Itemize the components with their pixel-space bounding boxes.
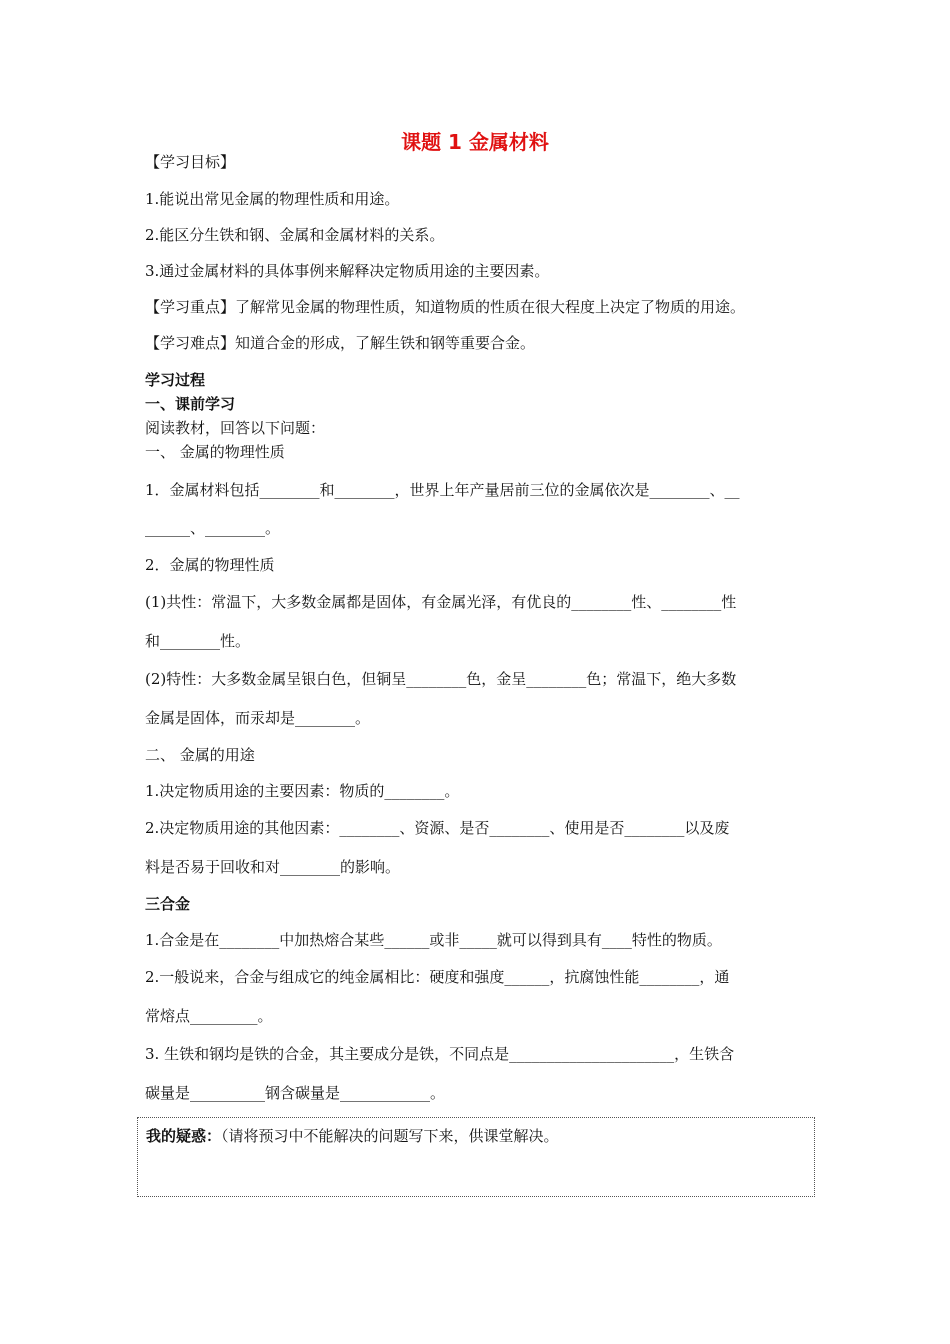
use-factor-2-line1: 2.决定物质用途的其他因素：________、资源、是否________、使用是否________以及废	[145, 819, 730, 837]
doubts-label: 我的疑惑：	[146, 1127, 222, 1145]
special-property-line1: (2)特性：大多数金属呈银白色，但铜呈________色，金呈________色；常温下，绝大多数	[145, 670, 737, 688]
alloy-question-1: 1.合金是在________中加热熔合某些______或非_____就可以得到具有____特性的物质。	[145, 931, 722, 949]
alloy-question-2-line2: 常熔点_________。	[145, 1007, 273, 1025]
alloy-question-2-line1: 2.一般说来，合金与组成它的纯金属相比：硬度和强度______，抗腐蚀性能________，通	[145, 968, 730, 986]
pre-study-heading: 一、课前学习	[145, 395, 236, 413]
use-factor-1: 1.决定物质用途的主要因素：物质的________。	[145, 782, 460, 800]
difficult-point: 【学习难点】知道合金的形成，了解生铁和钢等重要合金。	[145, 334, 536, 352]
objectives-label: 【学习目标】	[145, 153, 236, 171]
objective-3: 3.通过金属材料的具体事例来解释决定物质用途的主要因素。	[145, 262, 550, 280]
objective-1: 1.能说出常见金属的物理性质和用途。	[145, 190, 400, 208]
doubts-box[interactable]	[137, 1117, 815, 1197]
instruction: 阅读教材，回答以下问题：	[145, 419, 326, 437]
common-property-line1: (1)共性：常温下，大多数金属都是固体，有金属光泽，有优良的________性、________性	[145, 593, 737, 611]
special-property-line2: 金属是固体，而汞却是________。	[145, 709, 371, 727]
common-property-line2: 和________性。	[145, 632, 251, 650]
question-1-line2: ______、________。	[145, 519, 281, 537]
alloy-question-3-line1: 3. 生铁和钢均是铁的合金，其主要成分是铁，不同点是______________________，生铁含	[145, 1045, 735, 1063]
doubts-text: （请将预习中不能解决的问题写下来，供课堂解决。	[221, 1127, 559, 1145]
objective-2: 2.能区分生铁和钢、金属和金属材料的关系。	[145, 226, 445, 244]
use-factor-2-line2: 料是否易于回收和对________的影响。	[145, 858, 401, 876]
section2-heading: 二、 金属的用途	[145, 746, 255, 764]
alloy-question-3-line2: 碳量是__________钢含碳量是____________。	[145, 1084, 446, 1102]
process-heading: 学习过程	[145, 371, 206, 389]
section1-heading: 一、 金属的物理性质	[145, 443, 285, 461]
key-point: 【学习重点】了解常见金属的物理性质，知道物质的性质在很大程度上决定了物质的用途。	[145, 298, 746, 316]
question-1-line1: 1．金属材料包括________和________，世界上年产量居前三位的金属依次是________、__	[145, 481, 740, 499]
page-title: 课题 1 金属材料	[401, 130, 549, 154]
section3-heading: 三合金	[145, 895, 191, 913]
question-2-heading: 2．金属的物理性质	[145, 556, 275, 574]
